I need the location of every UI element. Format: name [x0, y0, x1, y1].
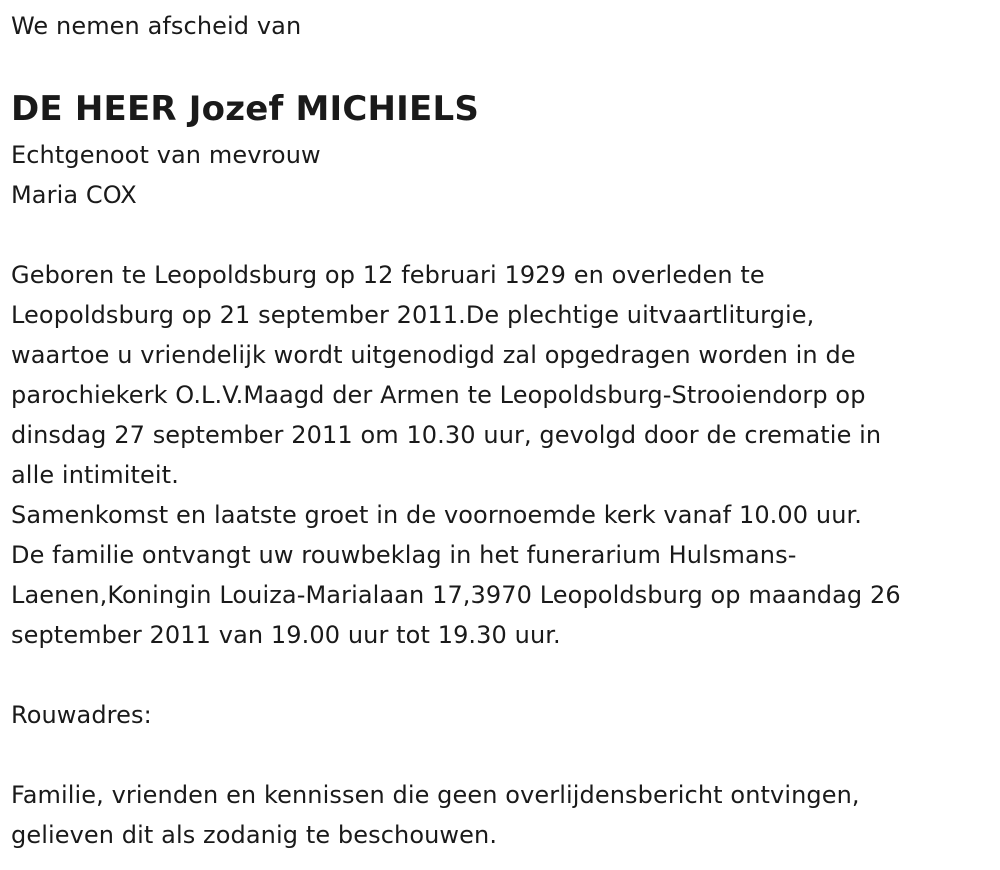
main-text-line: alle intimiteit.: [11, 461, 179, 489]
spacer: [11, 735, 991, 775]
deceased-name: DE HEER Jozef MICHIELS: [11, 89, 480, 129]
main-text-line: parochiekerk O.L.V.Maagd der Armen te Leopoldsburg-Strooiendorp op: [11, 381, 866, 409]
main-text-line: Samenkomst en laatste groet in de voornoemde kerk vanaf 10.00 uur.: [11, 501, 862, 529]
main-text-line: september 2011 van 19.00 uur tot 19.30 uur.: [11, 621, 561, 649]
main-text-line: dinsdag 27 september 2011 om 10.30 uur, gevolgd door de crematie in: [11, 421, 882, 449]
spouse-line-1: Echtgenoot van mevrouw: [11, 141, 321, 169]
closing-text-line: gelieven dit als zodanig te beschouwen.: [11, 821, 498, 849]
main-text-line: Leopoldsburg op 21 september 2011.De plechtige uitvaartliturgie,: [11, 301, 815, 329]
main-text-line: De familie ontvangt uw rouwbeklag in het funerarium Hulsmans-: [11, 541, 797, 569]
spacer: [11, 655, 991, 695]
closing-text-line: Familie, vrienden en kennissen die geen overlijdensbericht ontvingen,: [11, 781, 860, 809]
main-text-block: [11, 255, 991, 655]
spacer: [11, 215, 991, 255]
main-text-line: waartoe u vriendelijk wordt uitgenodigd zal opgedragen worden in de: [11, 341, 856, 369]
spouse-line-2: Maria COX: [11, 181, 137, 209]
main-text-line: Laenen,Koningin Louiza-Marialaan 17,3970 Leopoldsburg op maandag 26: [11, 581, 901, 609]
main-text-line: Geboren te Leopoldsburg op 12 februari 1929 en overleden te: [11, 261, 765, 289]
mourning-address-label: Rouwadres:: [11, 701, 152, 729]
closing-text-block: [11, 775, 991, 855]
intro-text: We nemen afscheid van: [11, 12, 302, 40]
obituary-notice: [11, 0, 991, 855]
